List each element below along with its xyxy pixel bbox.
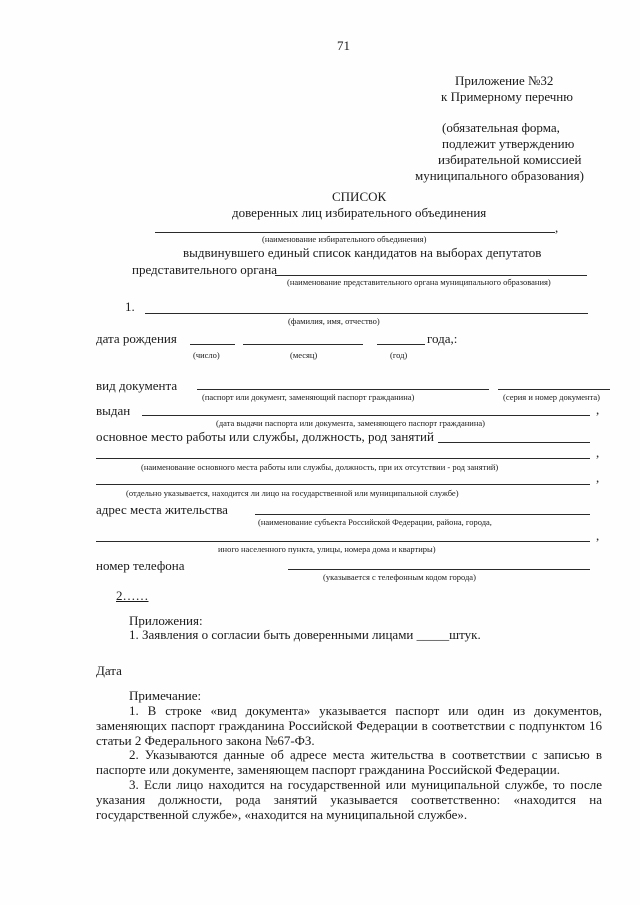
hint-address-2: иного населенного пункта, улицы, номера дома и квартиры) [218,544,436,554]
service-line[interactable] [96,484,590,485]
hint-month: (месяц) [290,350,318,360]
hint-document-series: (серия и номер документа) [503,392,600,402]
hint-service: (отдельно указывается, находится ли лицо на государственной или муниципальной службе) [126,488,459,498]
work-label: основное место работы или службы, должность, род занятий [96,429,434,444]
note-3: 3. Если лицо находится на государственной или муниципальной службе, то после указания должности, рода занятий указывается соответственно: «находится на государственной службе», «находится на муниципальной службе». [96,777,602,822]
appendix-reference: к Примерному перечню [441,89,573,104]
address-comma: , [596,528,600,543]
hint-work: (наименование основного места работы или службы, должность, при их отсутствии - род занятий) [141,462,499,472]
item-number-2: 2…… [116,588,149,603]
document-type-label: вид документа [96,378,178,393]
address-line-1[interactable] [255,514,590,515]
org-name-comma: , [555,220,559,235]
phone-label: номер телефона [96,558,185,573]
address-line-2[interactable] [96,541,590,542]
document-series-line[interactable] [498,389,610,390]
hint-phone: (указывается с телефонным кодом города) [323,572,476,582]
birth-year-line[interactable] [377,344,425,345]
work-line-2[interactable] [96,458,590,459]
page-number: 71 [337,38,350,53]
hint-org-name: (наименование избирательного объединения) [262,234,427,244]
issued-comma: , [596,402,600,417]
form-note-line-3: избирательной комиссией [438,152,582,167]
document-type-line[interactable] [197,389,489,390]
phone-line[interactable] [288,569,590,570]
hint-full-name: (фамилия, имя, отчество) [288,316,380,326]
document-title: СПИСОК [332,189,387,204]
issued-label: выдан [96,403,131,418]
notes-title: Примечание: [129,688,202,703]
note-2: 2. Указываются данные об адресе места жительства в соответствии с записью в паспорте или документе, заменяющем паспорт гражданина Российской Федерации. [96,747,602,777]
hint-address: (наименование субъекта Российской Федерации, района, города, [258,517,492,527]
hint-day: (число) [193,350,220,360]
work-line-1[interactable] [438,442,590,443]
address-label: адрес места жительства [96,502,228,517]
year-suffix: года,: [427,331,458,346]
note-1: 1. В строке «вид документа» указывается паспорт или один из документов, заменяющих паспорт гражданина Российской Федерации в соответствии с подпунктом 16 статьи 2 Федерального закона №67-ФЗ. [96,703,602,748]
org-name-line[interactable] [155,232,555,233]
date-label: Дата [96,663,122,678]
hint-rep-body: (наименование представительного органа муниципального образования) [287,277,551,287]
full-name-line[interactable] [145,313,588,314]
appendix-title: Приложение №32 [455,73,554,88]
birth-day-line[interactable] [190,344,235,345]
rep-body-line[interactable] [275,275,587,276]
hint-issued: (дата выдачи паспорта или документа, заменяющего паспорт гражданина) [216,418,485,428]
issued-line[interactable] [142,415,590,416]
form-note-line-1: (обязательная форма, [442,120,560,135]
attachment-item-1: 1. Заявления о согласии быть доверенными лицами _____штук. [129,627,481,642]
rep-body-label: представительного органа [132,262,278,277]
service-comma: , [596,470,600,485]
nominated-text: выдвинувшего единый список кандидатов на выборах депутатов [183,245,542,260]
hint-year: (год) [390,350,408,360]
birth-date-label: дата рождения [96,331,177,346]
item-number-1: 1. [125,299,135,314]
attachments-title: Приложения: [129,613,203,628]
document-subtitle: доверенных лиц избирательного объединения [232,205,487,220]
form-note-line-4: муниципального образования) [415,168,584,183]
form-note-line-2: подлежит утверждению [442,136,575,151]
birth-month-line[interactable] [243,344,363,345]
hint-document-type: (паспорт или документ, заменяющий паспорт гражданина) [202,392,415,402]
work-comma: , [596,445,600,460]
